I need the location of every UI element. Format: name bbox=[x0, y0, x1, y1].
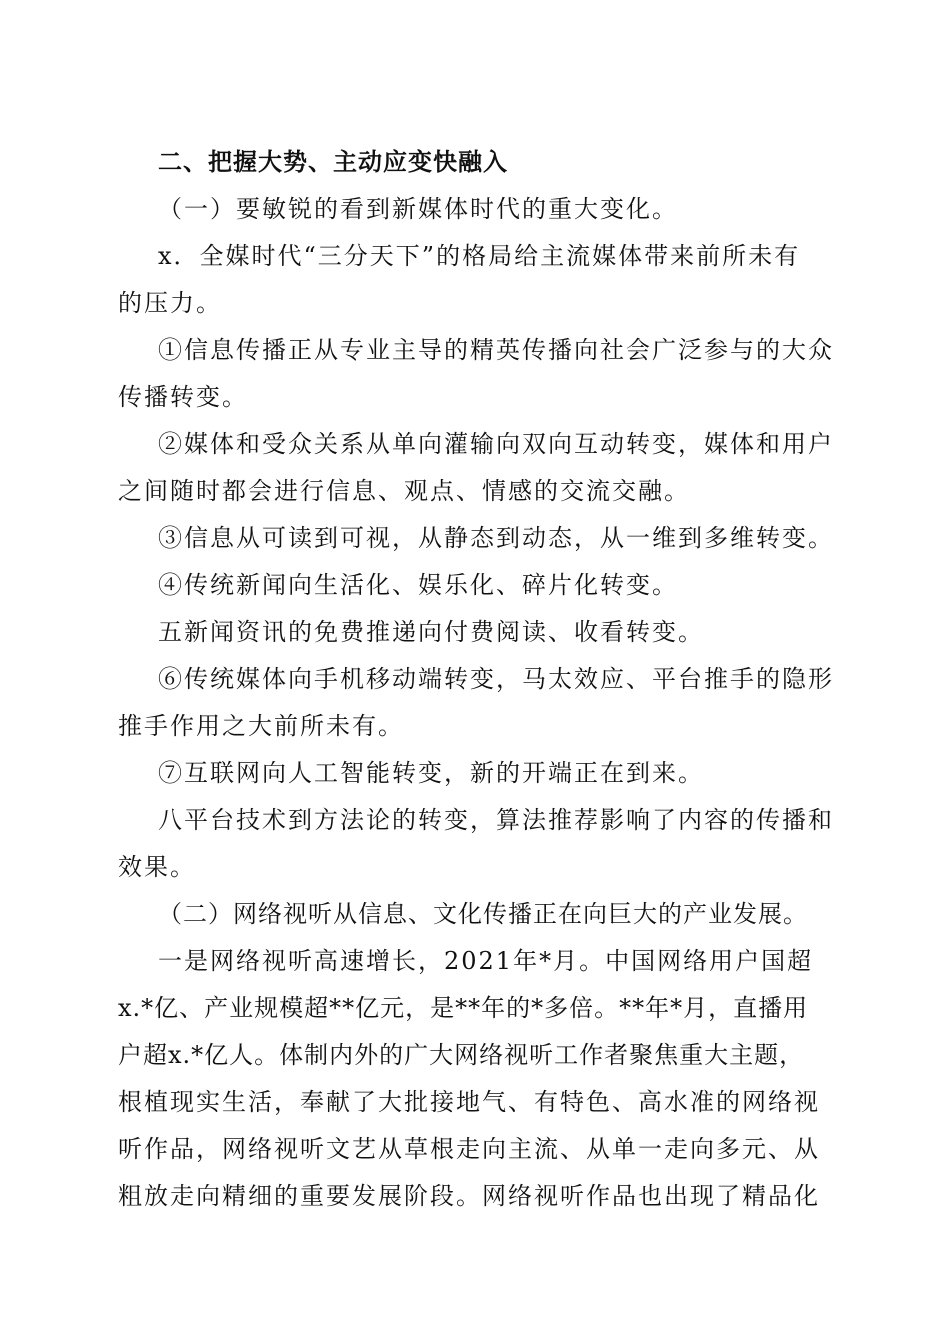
text-line: ⑦互联网向人工智能转变，新的开端正在到来。 bbox=[158, 759, 704, 787]
text-line: 效果。 bbox=[118, 853, 196, 881]
text-line: 推手作用之大前所未有。 bbox=[118, 712, 404, 740]
section-heading: 二、把握大势、主动应变快融入 bbox=[158, 148, 508, 176]
para-line: x.*亿、产业规模超**亿元，是**年的*多倍。**年*月，直播用 bbox=[118, 994, 809, 1022]
text-line: 传播转变。 bbox=[118, 383, 248, 411]
subheading-1: （一）要敏锐的看到新媒体时代的重大变化。 bbox=[158, 195, 678, 223]
para-line: 粗放走向精细的重要发展阶段。网络视听作品也出现了精品化 bbox=[118, 1182, 820, 1210]
text-line: ③信息从可读到可视，从静态到动态，从一维到多维转变。 bbox=[158, 524, 834, 552]
text-line: ②媒体和受众关系从单向灌输向双向互动转变，媒体和用户 bbox=[158, 430, 834, 458]
subheading-2: （二）网络视听从信息、文化传播正在向巨大的产业发展。 bbox=[158, 900, 808, 928]
text-line: x．全媒时代“三分天下”的格局给主流媒体带来前所未有 bbox=[158, 242, 801, 270]
text-line: 之间随时都会进行信息、观点、情感的交流交融。 bbox=[118, 477, 690, 505]
text-line: ④传统新闻向生活化、娱乐化、碎片化转变。 bbox=[158, 571, 678, 599]
text-line: ①信息传播正从专业主导的精英传播向社会广泛参与的大众 bbox=[158, 336, 834, 364]
text-line: 五新闻资讯的免费推递向付费阅读、收看转变。 bbox=[158, 618, 704, 646]
text-line: 八平台技术到方法论的转变，算法推荐影响了内容的传播和 bbox=[158, 806, 834, 834]
para-line: 根植现实生活，奉献了大批接地气、有特色、高水准的网络视 bbox=[118, 1088, 820, 1116]
para-line: 一是网络视听高速增长，2021年*月。中国网络用户国超 bbox=[158, 947, 814, 975]
document-body bbox=[118, 139, 834, 1220]
para-line: 听作品，网络视听文艺从草根走向主流、从单一走向多元、从 bbox=[118, 1135, 820, 1163]
text-line: 的压力。 bbox=[118, 289, 222, 317]
text-line: ⑥传统媒体向手机移动端转变，马太效应、平台推手的隐形 bbox=[158, 665, 834, 693]
para-line: 户超x.*亿人。体制内外的广大网络视听工作者聚焦重大主题， bbox=[118, 1041, 805, 1069]
